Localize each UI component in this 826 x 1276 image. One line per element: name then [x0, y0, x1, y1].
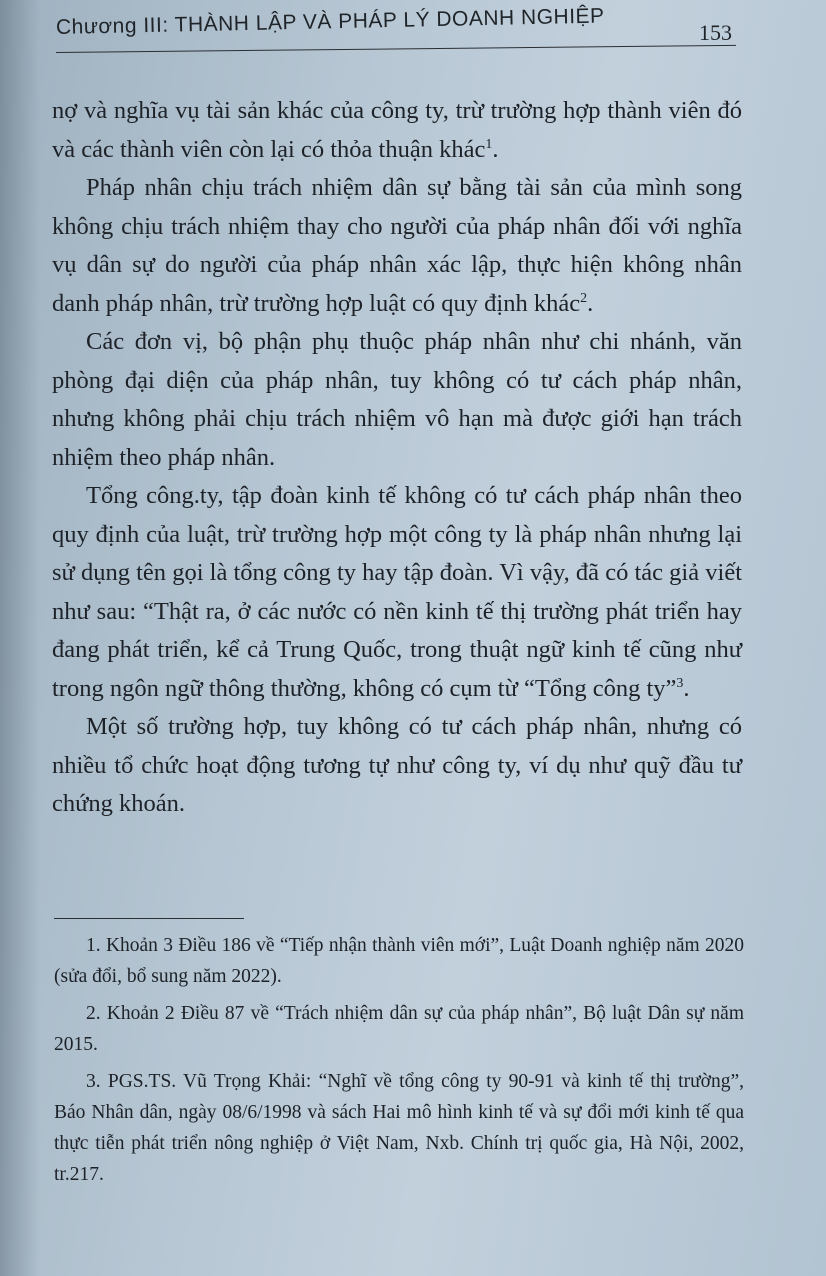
page-number: 153: [699, 20, 732, 45]
header-rule: [56, 45, 736, 53]
page-gutter-shadow: [0, 0, 40, 1276]
paragraph-3: Các đơn vị, bộ phận phụ thuộc pháp nhân như chi nhánh, văn phòng đại diện của pháp nhân, tuy không có tư cách pháp nhân, nhưng không phải chịu trách nhiệm vô hạn mà được giới hạn trách nhiệm theo pháp nhân.: [52, 328, 742, 471]
running-header: [55, 4, 736, 50]
paragraph-4-text: Tổng công.ty, tập đoàn kinh tế không có tư cách pháp nhân theo quy định của luật, trừ trường hợp một công ty là pháp nhân nhưng lại sử dụng tên gọi là tổng công ty hay tập đoàn. Vì vậy, đã có tác giả viết như sau: “Thật ra, ở các nước có nền kinh tế thị trường phát triển hay đang phát triển, kể cả Trung Quốc, trong thuật ngữ kinh tế cũng như trong ngôn ngữ thông thường, không có cụm từ “Tổng công ty”: [52, 482, 742, 702]
footnote-ref-1: 1: [485, 136, 493, 152]
paragraph-2: [52, 169, 742, 323]
footnotes: [54, 930, 744, 1196]
chapter-title: Chương III: THÀNH LẬP VÀ PHÁP LÝ DOANH NGHIỆP: [55, 4, 605, 39]
footnote-separator: [54, 918, 244, 919]
paragraph-4: [52, 477, 742, 708]
paragraph-2-text: Pháp nhân chịu trách nhiệm dân sự bằng tài sản của mình song không chịu trách nhiệm thay cho người của pháp nhân đối với nghĩa vụ dân sự do người của pháp nhân xác lập, thực hiện không nhân danh pháp nhân, trừ trường hợp luật có quy định khác: [52, 174, 742, 317]
paragraph-1-end: .: [492, 135, 499, 163]
main-text: [52, 92, 742, 824]
footnote-ref-2: 2: [580, 290, 588, 306]
footnote-ref-3: 3: [676, 675, 684, 691]
paragraph-1: [52, 92, 742, 169]
paragraph-5: Một số trường hợp, tuy không có tư cách pháp nhân, nhưng có nhiều tổ chức hoạt động tương tự như công ty, ví dụ như quỹ đầu tư chứng khoán.: [52, 713, 742, 817]
paragraph-1-text: nợ và nghĩa vụ tài sản khác của công ty, trừ trường hợp thành viên đó và các thành viên còn lại có thỏa thuận khác: [52, 97, 742, 163]
footnote-3: 3. PGS.TS. Vũ Trọng Khải: “Nghĩ về tổng công ty 90-91 và kinh tế thị trường”, Báo Nhân dân, ngày 08/6/1998 và sách Hai mô hình kinh tế và sự đổi mới kinh tế qua thực tiễn phát triển nông nghiệp ở Việt Nam, Nxb. Chính trị quốc gia, Hà Nội, 2002, tr.217.: [54, 1071, 744, 1185]
paragraph-2-end: .: [587, 289, 594, 317]
footnote-2: 2. Khoản 2 Điều 87 về “Trách nhiệm dân sự của pháp nhân”, Bộ luật Dân sự năm 2015.: [54, 1003, 744, 1055]
footnote-1: 1. Khoản 3 Điều 186 về “Tiếp nhận thành viên mới”, Luật Doanh nghiệp năm 2020 (sửa đổi, bổ sung năm 2022).: [54, 935, 744, 987]
paragraph-4-end: .: [683, 674, 690, 702]
